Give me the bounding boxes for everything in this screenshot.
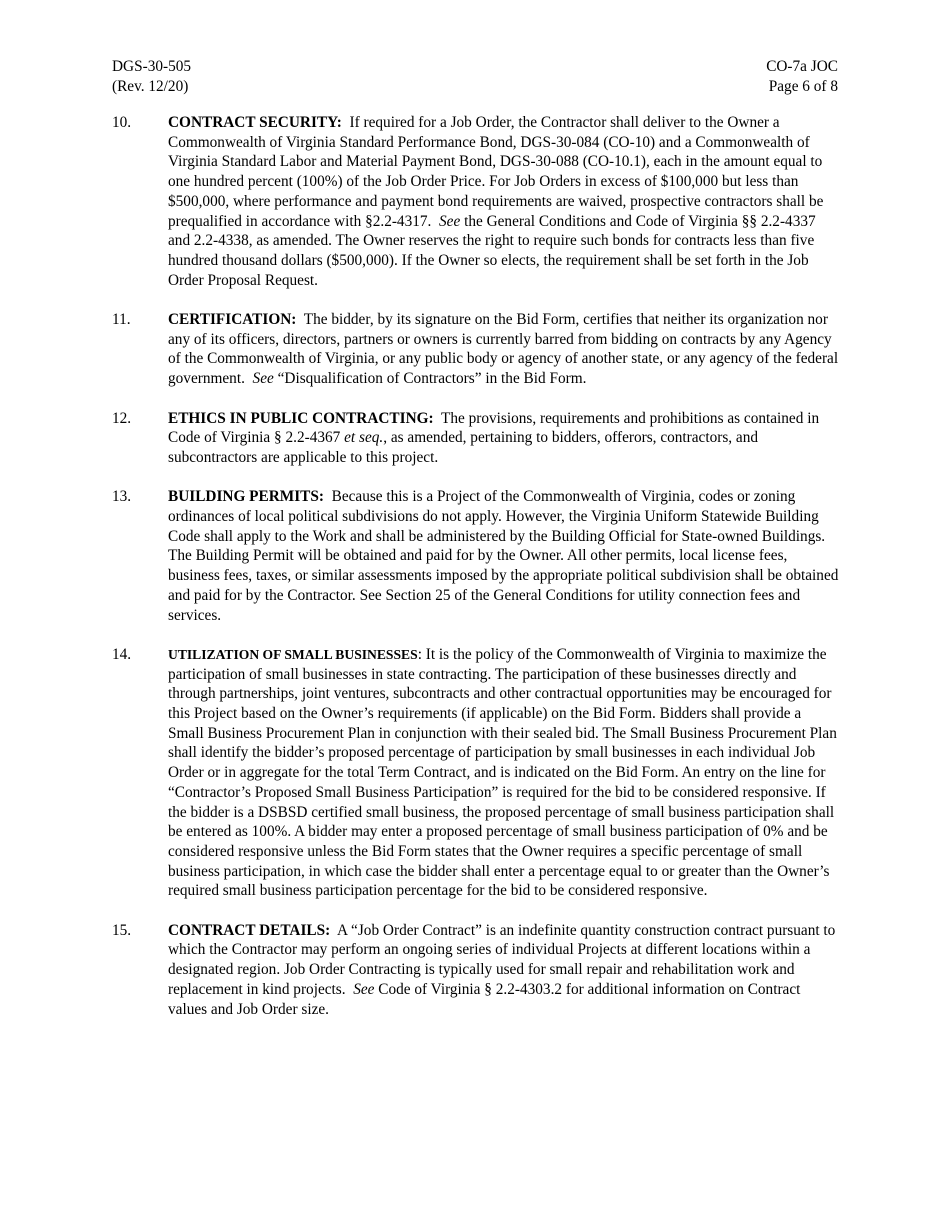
see-reference: See bbox=[439, 212, 461, 230]
section-number: 13. bbox=[112, 488, 132, 506]
section-body bbox=[168, 310, 840, 389]
section-12-ethics bbox=[112, 409, 840, 468]
section-heading: CONTRACT DETAILS: bbox=[168, 921, 331, 939]
section-10-contract-security bbox=[112, 113, 840, 290]
page-header-right bbox=[766, 57, 838, 96]
section-text-continued: “Disqualification of Contractors” in the Bid Form. bbox=[277, 370, 587, 388]
section-number: 12. bbox=[112, 409, 132, 427]
page-header-left bbox=[112, 57, 191, 96]
page-number: Page 6 of 8 bbox=[768, 77, 838, 95]
section-heading: CONTRACT SECURITY: bbox=[168, 114, 342, 131]
section-text: Because this is a Project of the Commonwealth of Virginia, codes or zoning ordinances of local political subdivisions do not apply. However, the Virginia Uniform Statewide Building Code shall apply to the Work and shall be administered by the Building Official for State-owned Buildings. The Building Permit will be obtained and paid for by the Owner. All other permits, local license fees, business fees, taxes, or similar assessments imposed by the appropriate political subdivision shall be obtained and paid for by the Contractor. See Section 25 of the General Conditions for utility connection fees and services. bbox=[168, 488, 839, 624]
section-text-continued: , as amended, pertaining to bidders, offerors, contractors, and subcontractors are applicable to this project. bbox=[168, 429, 759, 466]
section-body bbox=[168, 645, 840, 901]
section-text: The provisions, requirements and prohibitions as contained in Code of Virginia § 2.2-4367 bbox=[168, 409, 820, 447]
see-reference: See bbox=[353, 980, 375, 998]
section-number: 14. bbox=[112, 645, 132, 663]
section-body bbox=[168, 487, 840, 625]
section-number: 10. bbox=[112, 114, 132, 131]
section-text: : It is the policy of the Commonwealth of Virginia to maximize the participation of small businesses in state contracting. The participation of these businesses directly and through partnerships, joint ventures, subcontracts and other contractual opportunities may be encouraged for this Project based on the Owner’s requirements (if applicable) on the Bid Form. Bidders shall provide a Small Business Procurement Plan in conjunction with their sealed bid. The Small Business Procurement Plan shall identify the bidder’s proposed percentage of participation by small businesses in each individual Job Order or in aggregate for the total Term Contract, and is indicated on the Bid Form. An entry on the line for “Contractor’s Proposed Small Business Participation” is required for the bid to be considered responsive. If the bidder is a DSBSD certified small business, the proposed percentage of small business participation shall be entered as 100%. A bidder may enter a proposed percentage of small business participation of 0% and be considered responsive unless the Bid Form states that the Owner requires a specific percentage of small business participation, in which case the bidder shall enter a percentage equal to or greater than the Owner’s required small business participation percentage for the bid to be considered responsive. bbox=[168, 645, 837, 900]
section-number: 15. bbox=[112, 921, 132, 939]
section-body bbox=[168, 113, 840, 290]
section-text-continued: the General Conditions and Code of Virginia §§ 2.2-4337 and 2.2-4338, as amended. The Owner reserves the right to require such bonds for contracts less than five hundred thousand dollars ($500,000). If the Owner so elects, the requirement shall be set forth in the Job Order Proposal Request. bbox=[168, 212, 816, 289]
form-code: CO-7a JOC bbox=[766, 58, 838, 75]
section-number: 11. bbox=[112, 311, 131, 329]
section-text: The bidder, by its signature on the Bid Form, certifies that neither its organization nor any of its officers, directors, partners or owners is currently barred from bidding on contracts by any Agency of the Commonwealth of Virginia, or any public body or agency of another state, or any agency of the federal government. bbox=[168, 311, 839, 388]
section-15-contract-details bbox=[112, 921, 840, 1020]
section-heading: BUILDING PERMITS: bbox=[168, 488, 324, 506]
section-text-continued: Code of Virginia § 2.2-4303.2 for additional information on Contract values and Job Order size. bbox=[168, 980, 801, 1018]
section-text: A “Job Order Contract” is an indefinite quantity construction contract pursuant to which the Contractor may perform an ongoing series of individual Projects at different locations within a designated region. Job Order Contracting is typically used for small repair and rehabilitation work and replacement in kind projects. bbox=[168, 921, 836, 998]
section-heading: CERTIFICATION: bbox=[168, 311, 297, 329]
form-number: DGS-30-505 bbox=[112, 58, 192, 75]
section-13-building-permits bbox=[112, 487, 840, 625]
section-heading: ETHICS IN PUBLIC CONTRACTING: bbox=[168, 409, 434, 427]
section-heading: UTILIZATION OF SMALL BUSINESSES bbox=[168, 646, 418, 662]
section-11-certification bbox=[112, 310, 840, 389]
section-body bbox=[168, 409, 840, 468]
section-body bbox=[168, 921, 840, 1020]
section-text: If required for a Job Order, the Contractor shall deliver to the Owner a Commonwealth of Virginia Standard Performance Bond, DGS-30-084 (CO-10) and a Commonwealth of Virginia Standard Labor and Material Payment Bond, DGS-30-088 (CO-10.1), each in the amount equal to one hundred percent (100%) of the Job Order Price. For Job Orders in excess of $100,000 but less than $500,000, where performance and payment bond requirements are waived, prospective contractors shall be prequalified in accordance with §2.2-4317. bbox=[168, 114, 824, 230]
revision-date: (Rev. 12/20) bbox=[112, 77, 189, 95]
see-reference: See bbox=[252, 370, 274, 388]
document-body bbox=[112, 113, 840, 1039]
et-seq-reference: et seq. bbox=[344, 429, 384, 447]
section-14-small-businesses bbox=[112, 645, 840, 901]
